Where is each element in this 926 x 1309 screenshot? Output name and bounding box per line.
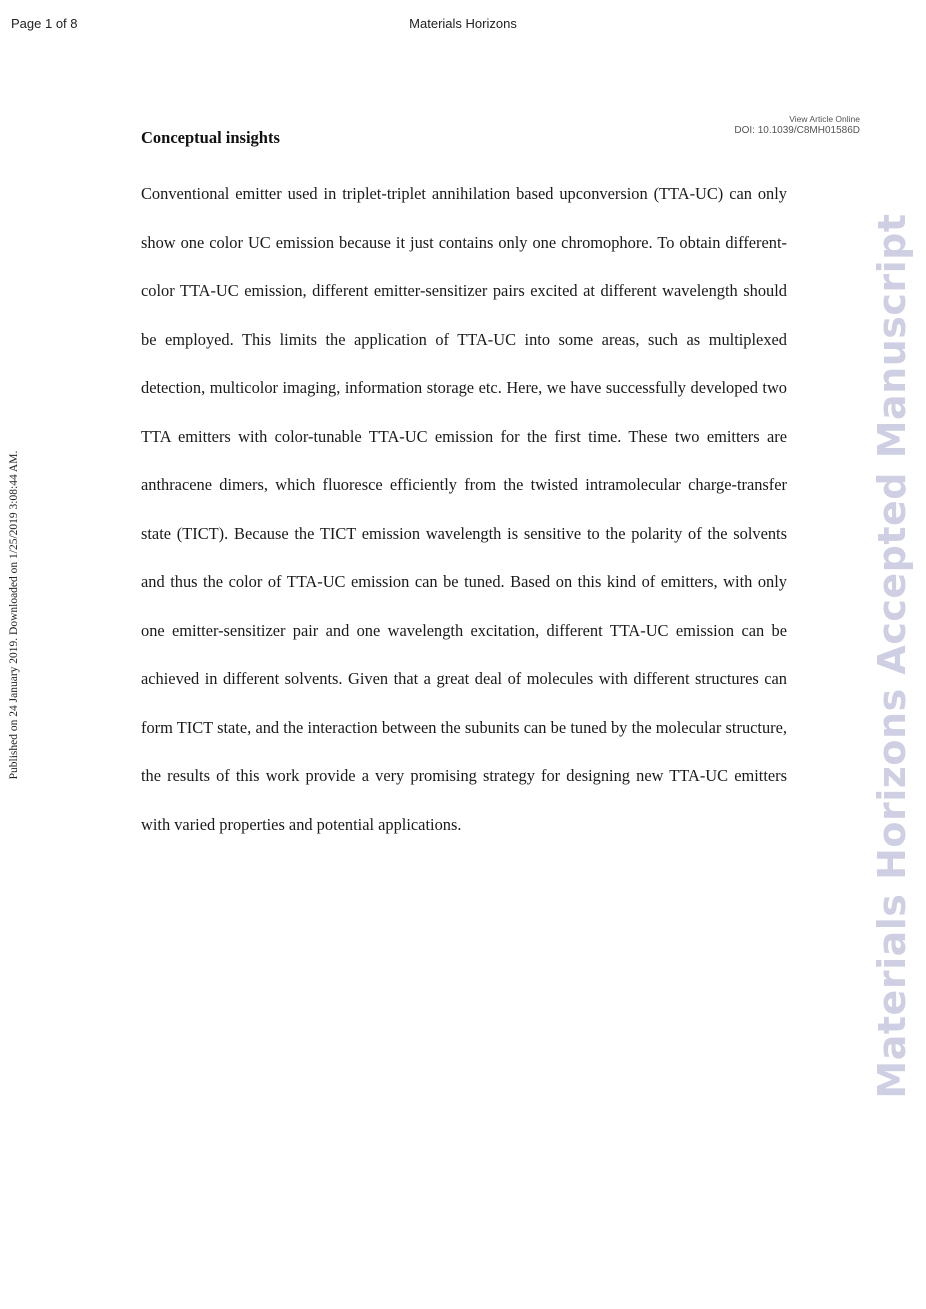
publication-stamp: Published on 24 January 2019. Downloaded on 1/25/2019 3:08:44 AM.: [8, 450, 20, 780]
section-title: Conceptual insights: [141, 128, 280, 147]
doi-link[interactable]: DOI: 10.1039/C8MH01586D: [734, 125, 860, 136]
page-number: Page 1 of 8: [11, 16, 78, 31]
body-paragraph: Conventional emitter used in triplet-triplet annihilation based upconversion (TTA-UC) can only show one color UC emission because it just contains only one chromophore. To obtain different-color TTA-UC emission, different emitter-sensitizer pairs excited at different wavelength should be employed. This limits the application of TTA-UC into some areas, such as multiplexed detection, multicolor imaging, information storage etc. Here, we have successfully developed two TTA emitters with color-tunable TTA-UC emission for the first time. These two emitters are anthracene dimers, which fluoresce efficiently from the twisted intramolecular charge-transfer state (TICT). Because the TICT emission wavelength is sensitive to the polarity of the solvents and thus the color of TTA-UC emission can be tuned. Based on this kind of emitters, with only one emitter-sensitizer pair and one wavelength excitation, different TTA-UC emission can be achieved in different solvents. Given that a great deal of molecules with different structures can form TICT state, and the interaction between the subunits can be tuned by the molecular structure, the results of this work provide a very promising strategy for designing new TTA-UC emitters with varied properties and potential applications.: [141, 184, 787, 834]
accepted-manuscript-watermark: Materials Horizons Accepted Manuscript: [870, 213, 914, 1099]
view-article-online-link[interactable]: View Article Online: [789, 114, 860, 124]
article-links: [734, 114, 860, 136]
journal-name: Materials Horizons: [409, 16, 517, 31]
page-header: [0, 16, 926, 36]
